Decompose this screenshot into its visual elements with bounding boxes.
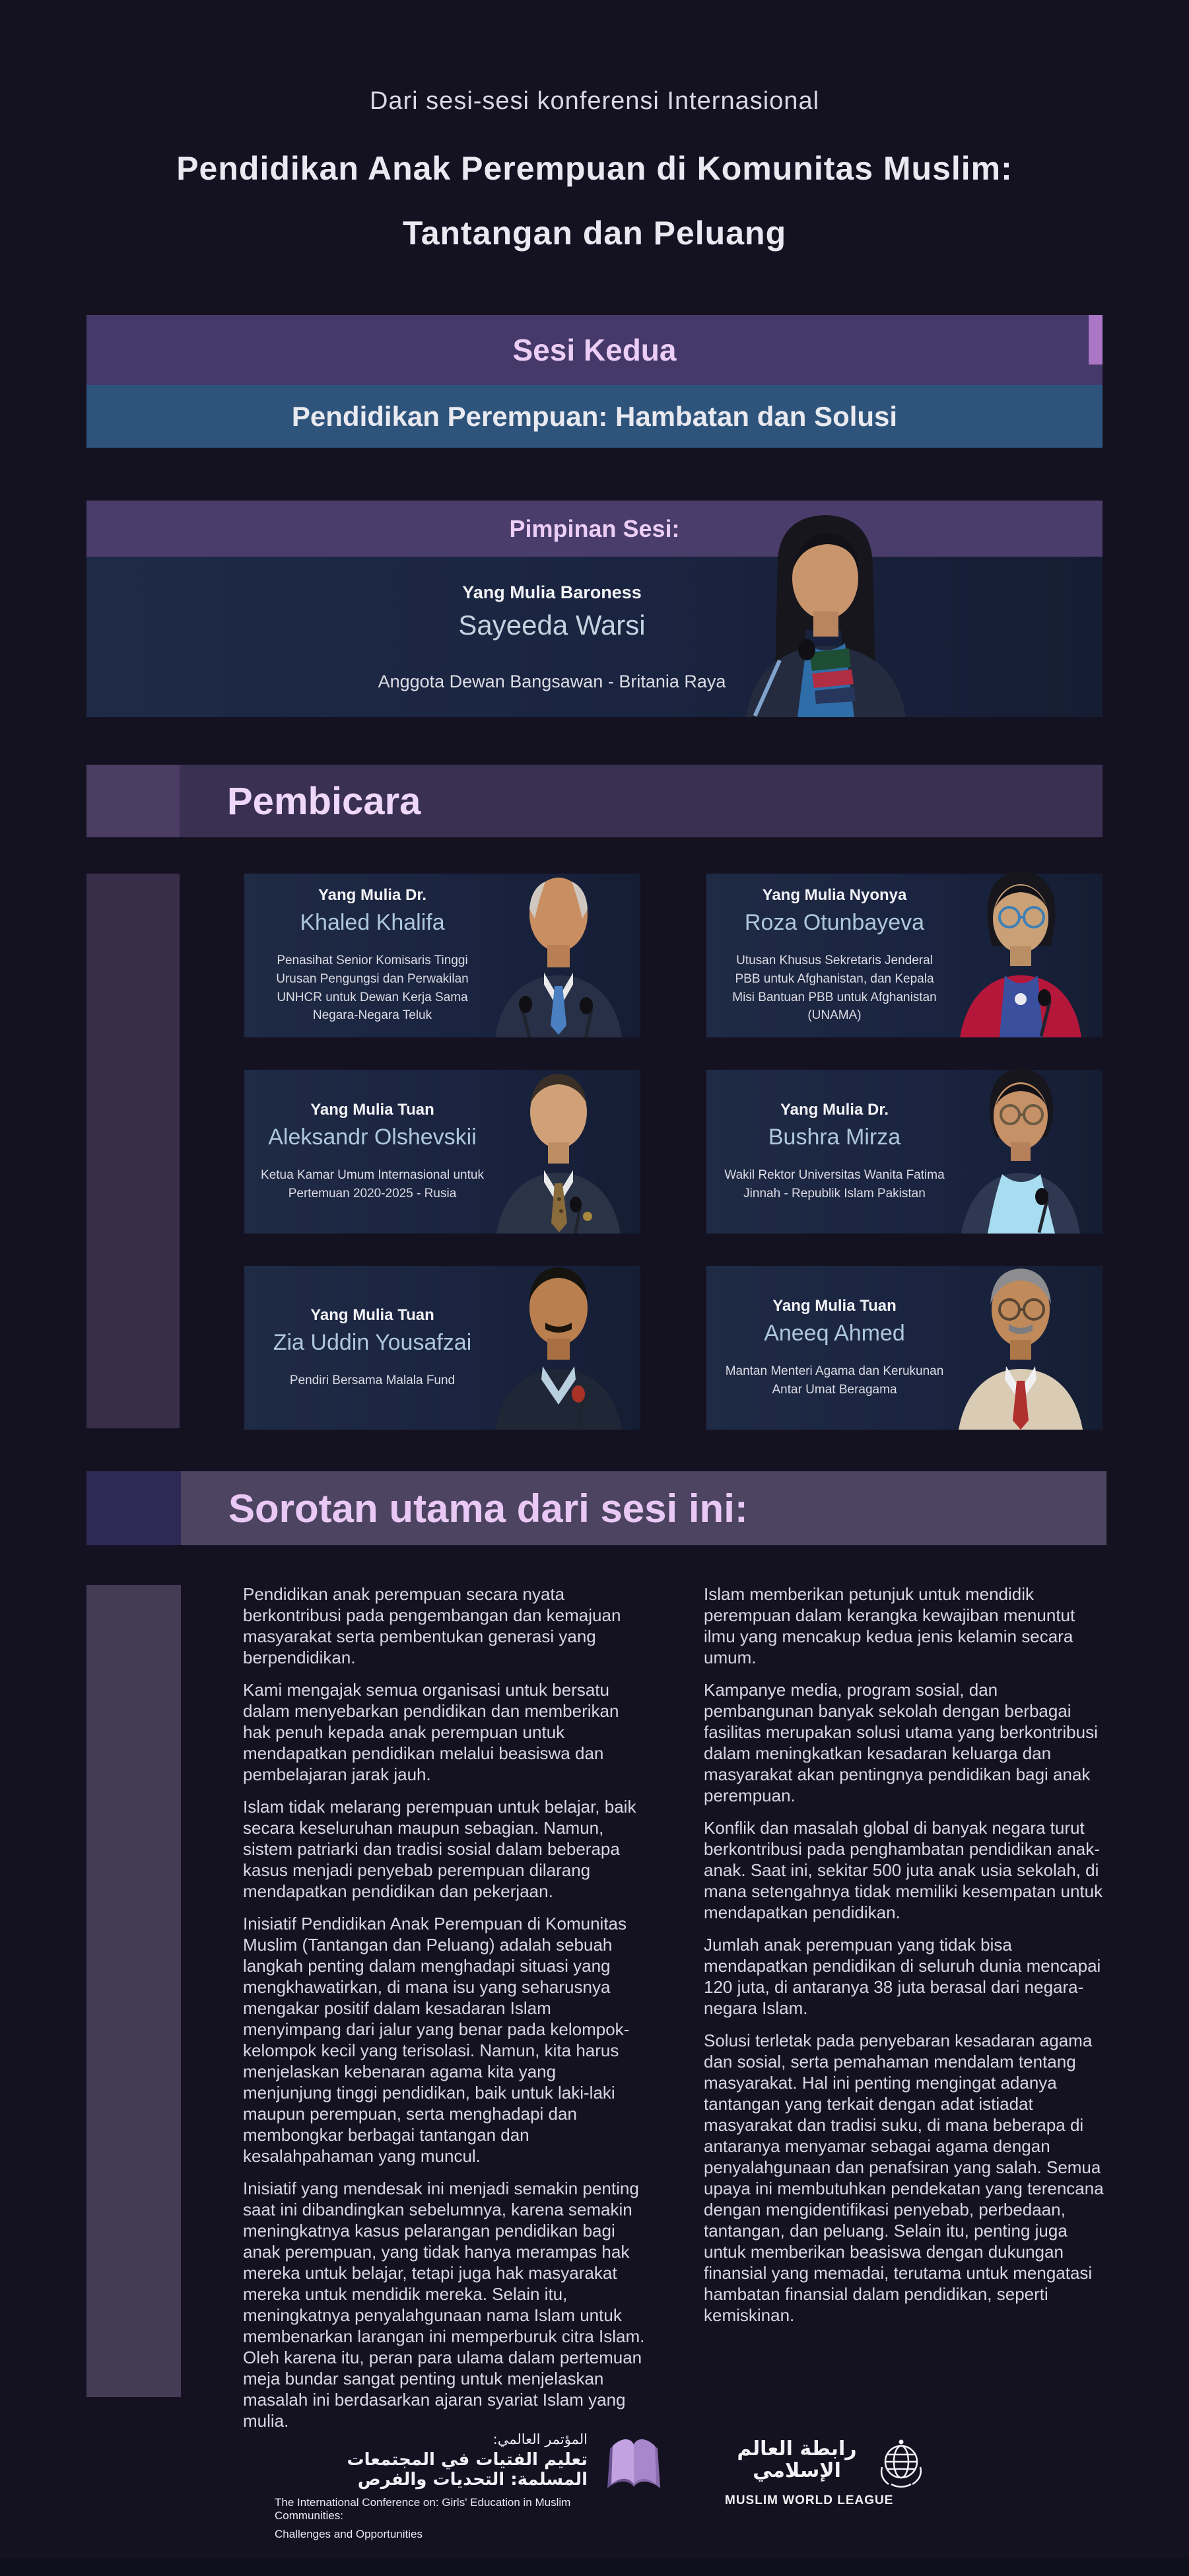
session-label: Sesi Kedua (512, 333, 677, 367)
poster-title-line2: Tantangan dan Peluang (402, 215, 787, 252)
speakers-banner (86, 765, 1103, 837)
speaker-card (244, 1266, 640, 1430)
highlights-banner (86, 1471, 1106, 1545)
speaker-role: Utusan Khusus Sekretaris Jenderal PBB untuk Afghanistan, dan Kepala Misi Bantuan PBB untuk Afghanistan (UNAMA) (732, 954, 937, 1023)
speaker-honorific: Yang Mulia Dr. (318, 886, 427, 905)
speaker-name: Aleksandr Olshevskii (268, 1124, 477, 1150)
highlights-banner-tab (86, 1471, 181, 1545)
speaker-photo (941, 1058, 1099, 1234)
speaker-name: Aneeq Ahmed (764, 1320, 905, 1346)
speaker-role: Penasihat Senior Komisaris Tinggi Urusan Pengungsi dan Perwakilan UNHCR untuk Dewan Kerja Sama Negara-Negara Teluk (276, 954, 469, 1023)
conference-logo-english-line2: Challenges and Opportunities (275, 2528, 423, 2540)
chair-honorific: Yang Mulia Baroness (462, 582, 642, 602)
conference-logo-arabic-line2: تعليم الفتيات في المجتمعات المسلمة: التحديات والفرص (347, 2450, 588, 2489)
speaker-name: Roza Otunbayeva (744, 910, 925, 936)
speakers-side-bar (86, 874, 180, 1428)
mwl-globe-icon (874, 2437, 928, 2491)
highlights-heading: Sorotan utama dari sesi ini: (228, 1486, 748, 1531)
speaker-honorific: Yang Mulia Nyonya (762, 886, 907, 905)
highlights-column-right (704, 1584, 1108, 2337)
speaker-role: Ketua Kamar Umum Internasional untuk Pertemuan 2020-2025 - Rusia (261, 1167, 484, 1201)
speaker-card (706, 1266, 1103, 1430)
highlight-paragraph: Jumlah anak perempuan yang tidak bisa mendapatkan pendidikan di seluruh dunia mencapai 120 juta, di antaranya 38 juta berasal dari negara-negara Islam. (704, 1935, 1101, 2018)
speaker-name: Bushra Mirza (768, 1124, 901, 1150)
speaker-role: Wakil Rektor Universitas Wanita Fatima Jinnah - Republik Islam Pakistan (724, 1167, 945, 1201)
highlights-column-left (243, 1584, 647, 2443)
conference-logo (275, 2431, 588, 2541)
chair-name: Sayeeda Warsi (458, 609, 646, 641)
conference-kicker: Dari sesi-sesi konferensi Internasional (369, 87, 820, 115)
speaker-info (254, 1266, 491, 1430)
highlights-side-bar (86, 1585, 181, 2397)
speaker-honorific: Yang Mulia Tuan (310, 1305, 434, 1324)
speaker-photo (941, 862, 1099, 1037)
chair-photo (693, 511, 957, 717)
speakers-heading: Pembicara (227, 779, 421, 823)
highlight-paragraph: Kampanye media, program sosial, dan pembangunan banyak sekolah dengan berbagai fasilitas merupakan solusi utama yang berkontribusi dalam meningkatkan kesadaran keluarga dan masyarakat akan pentingnya pendidikan bagi anak perempuan. (704, 1680, 1098, 1805)
speaker-info (716, 1266, 953, 1430)
bottom-strip (0, 2558, 1189, 2576)
mwl-logo (725, 2437, 930, 2508)
highlight-paragraph: Inisiatif Pendidikan Anak Perempuan di Komunitas Muslim (Tantangan dan Peluang) adalah sebuah langkah penting dalam menghadapi situasi yang mengkhawatirkan, di mana isu yang seharusnya mengakar positif dalam kesadaran Islam menyimpang dari jalur yang benar pada kelompok-kelompok kecil yang terisolasi. Namun, kita harus menjelaskan kebenaran agama kita yang menjunjung tinggi pendidikan, baik untuk laki-laki maupun perempuan, serta menghadapi dan membongkar berbagai tantangan dan kesalahpahaman yang muncul. (243, 1914, 630, 2166)
mwl-logo-english: MUSLIM WORLD LEAGUE (725, 2493, 894, 2507)
speaker-card (244, 874, 640, 1037)
speaker-photo (479, 1058, 636, 1234)
conference-logo-english-line1: The International Conference on: Girls' Education in Muslim Communities: (275, 2496, 571, 2522)
speaker-info (254, 1070, 491, 1234)
speaker-card (244, 1070, 640, 1234)
speaker-name: Khaled Khalifa (300, 910, 445, 936)
speaker-role: Mantan Menteri Agama dan Kerukunan Antar Umat Beragama (725, 1364, 944, 1397)
speakers-banner-tab (86, 765, 180, 837)
speaker-card (706, 1070, 1103, 1234)
speaker-card (706, 874, 1103, 1037)
speaker-photo (941, 1254, 1099, 1430)
open-book-icon (601, 2437, 667, 2493)
highlight-paragraph: Pendidikan anak perempuan secara nyata berkontribusi pada pengembangan dan kemajuan masyarakat serta pembentukan generasi yang berpendidikan. (243, 1584, 621, 1667)
chair-card (86, 557, 1103, 717)
highlight-paragraph: Islam memberikan petunjuk untuk mendidik perempuan dalam kerangka kewajiban menuntut ilmu yang mencakup kedua jenis kelamin secara umum. (704, 1584, 1075, 1667)
speaker-honorific: Yang Mulia Tuan (772, 1296, 897, 1315)
session-topic-banner (86, 385, 1103, 448)
poster-title-line1: Pendidikan Anak Perempuan di Komunitas Muslim: (176, 150, 1013, 187)
highlight-paragraph: Kami mengajak semua organisasi untuk bersatu dalam menyebarkan pendidikan dan memberikan hak penuh kepada anak perempuan untuk mendapatkan pendidikan melalui beasiswa dan pembelajaran jarak jauh. (243, 1680, 619, 1784)
speaker-name: Zia Uddin Yousafzai (273, 1329, 472, 1355)
conference-logo-arabic-line1: المؤتمر العالمي: (493, 2431, 588, 2447)
highlight-paragraph: Solusi terletak pada penyebaran kesadaran agama dan sosial, serta pemahaman mendalam tentang masyarakat. Hal ini penting mengingat adanya tantangan yang terkait dengan adat istiadat masyarakat dan tradisi suku, di mana beberapa di antaranya menyamar sebagai agama dengan penyalahgunaan dan penafsiran yang salah. Semua upaya ini membutuhkan pendekatan yang terencana dengan mengidentifikasi penyebab, perbedaan, tantangan, dan peluang. Selain itu, penting juga untuk memberikan beasiswa dengan dukungan finansial yang memadai, terutama untuk mengatasi hambatan finansial dalam pendidikan, seperti kemiskinan. (704, 2031, 1104, 2325)
session-banner (86, 315, 1103, 385)
speaker-info (254, 874, 491, 1037)
chair-role: Anggota Dewan Bangsawan - Britania Raya (378, 671, 726, 691)
chair-heading: Pimpinan Sesi: (509, 514, 680, 542)
speaker-info (716, 1070, 953, 1234)
speaker-photo (479, 862, 636, 1037)
highlight-paragraph: Islam tidak melarang perempuan untuk belajar, baik secara keseluruhan maupun sebagian. Namun, sistem patriarki dan tradisi sosial dalam beberapa kasus menjadi penyebab perempuan dilarang mendapatkan pendidikan dan pekerjaan. (243, 1797, 636, 1901)
session-banner-accent (1089, 315, 1103, 365)
mwl-logo-arabic: رابطة العالم الإسلامي (737, 2437, 857, 2482)
speaker-photo (479, 1254, 636, 1430)
speaker-honorific: Yang Mulia Dr. (780, 1100, 889, 1119)
speaker-info (716, 874, 953, 1037)
highlight-paragraph: Konflik dan masalah global di banyak negara turut berkontribusi pada penghambatan pendidikan anak-anak. Saat ini, sekitar 500 juta anak usia sekolah, di mana setengahnya tidak memiliki kesempatan untuk mendapatkan pendidikan. (704, 1818, 1103, 1922)
highlight-paragraph: Inisiatif yang mendesak ini menjadi semakin penting saat ini dibandingkan sebelumnya, karena semakin meningkatnya kasus pelarangan pendidikan bagi anak perempuan, yang tidak hanya merampas hak mereka untuk belajar, tetapi juga hak masyarakat mereka untuk mendidik mereka. Selain itu, meningkatnya penyalahgunaan nama Islam untuk membenarkan larangan ini memperburuk citra Islam. Oleh karena itu, peran para ulama dalam pertemuan meja bundar sangat penting untuk menjelaskan masalah ini berdasarkan ajaran syariat Islam yang mulia. (243, 2178, 645, 2431)
speaker-honorific: Yang Mulia Tuan (310, 1100, 434, 1119)
session-topic: Pendidikan Perempuan: Hambatan dan Solusi (291, 400, 898, 432)
speaker-role: Pendiri Bersama Malala Fund (289, 1373, 456, 1387)
